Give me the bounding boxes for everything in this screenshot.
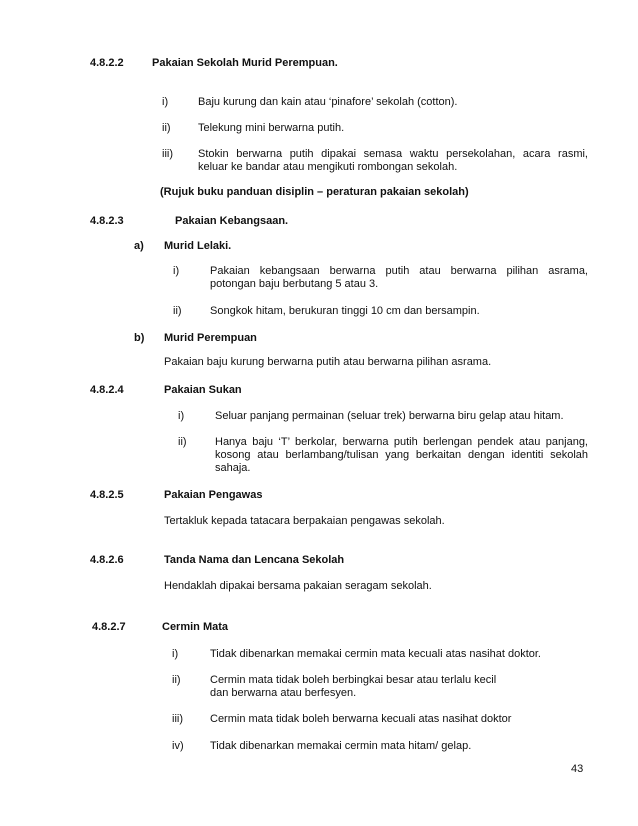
subsection-title: Murid Perempuan: [164, 332, 257, 344]
list-item-text: Cermin mata tidak boleh berwarna kecuali atas nasihat doktor: [210, 713, 512, 725]
list-item-text: Tidak dibenarkan memakai cermin mata hitam/ gelap.: [210, 740, 472, 752]
list-item-text: Seluar panjang permainan (seluar trek) berwarna biru gelap atau hitam.: [215, 410, 564, 422]
section-title: Tanda Nama dan Lencana Sekolah: [164, 554, 345, 566]
list-marker: iv): [172, 740, 184, 752]
section-number: 4.8.2.7: [92, 621, 126, 633]
section-number: 4.8.2.2: [90, 57, 124, 69]
list-marker: i): [178, 410, 185, 422]
list-item-text: dan berwarna atau berfesyen.: [210, 687, 357, 699]
page-number: 43: [571, 763, 584, 775]
section-number: 4.8.2.3: [90, 215, 124, 227]
list-item-text: Songkok hitam, berukuran tinggi 10 cm dan bersampin.: [210, 305, 480, 317]
section-title: Cermin Mata: [162, 621, 229, 633]
section-number: 4.8.2.4: [90, 384, 124, 396]
list-marker: iii): [162, 148, 173, 160]
subsection-title: Murid Lelaki.: [164, 240, 232, 252]
reference-note: (Rujuk buku panduan disiplin – peraturan pakaian sekolah): [160, 186, 469, 198]
list-marker: i): [173, 265, 180, 277]
list-marker: i): [172, 648, 179, 660]
section-title: Pakaian Sekolah Murid Perempuan.: [152, 57, 338, 69]
list-item-text: Stokin berwarna putih dipakai semasa waktu persekolahan, acara rasmi,: [198, 148, 588, 160]
subsection-letter: b): [134, 332, 145, 344]
list-item-text: Hanya baju ‘T’ berkolar, berwarna putih berlengan pendek atau panjang,: [215, 436, 588, 448]
section-number: 4.8.2.5: [90, 489, 124, 501]
list-item-text: Pakaian kebangsaan berwarna putih atau berwarna pilihan asrama,: [210, 265, 588, 277]
subsection-letter: a): [134, 240, 144, 252]
list-marker: ii): [172, 674, 181, 686]
paragraph: Hendaklah dipakai bersama pakaian seragam sekolah.: [164, 580, 432, 592]
list-item-text: Tidak dibenarkan memakai cermin mata kecuali atas nasihat doktor.: [210, 648, 541, 660]
list-item-text: Cermin mata tidak boleh berbingkai besar atau terlalu kecil: [210, 674, 497, 686]
list-item-text: sahaja.: [215, 462, 251, 474]
section-title: Pakaian Pengawas: [164, 489, 263, 501]
list-item-text: Baju kurung dan kain atau ‘pinafore’ sekolah (cotton).: [198, 96, 458, 108]
list-marker: iii): [172, 713, 183, 725]
section-number: 4.8.2.6: [90, 554, 124, 566]
list-item-text: potongan baju berbutang 5 atau 3.: [210, 278, 379, 290]
paragraph: Pakaian baju kurung berwarna putih atau berwarna pilihan asrama.: [164, 356, 492, 368]
paragraph: Tertakluk kepada tatacara berpakaian pengawas sekolah.: [164, 515, 445, 527]
list-marker: i): [162, 96, 169, 108]
list-marker: ii): [178, 436, 187, 448]
list-marker: ii): [162, 122, 171, 134]
list-item-text: Telekung mini berwarna putih.: [198, 122, 345, 134]
list-item-text: kosong atau berlambang/tulisan yang berkaitan dengan identiti sekolah: [215, 449, 588, 461]
list-item-text: keluar ke bandar atau mengikuti rombongan sekolah.: [198, 161, 458, 173]
section-title: Pakaian Kebangsaan.: [175, 215, 289, 227]
section-title: Pakaian Sukan: [164, 384, 242, 396]
list-marker: ii): [173, 305, 182, 317]
